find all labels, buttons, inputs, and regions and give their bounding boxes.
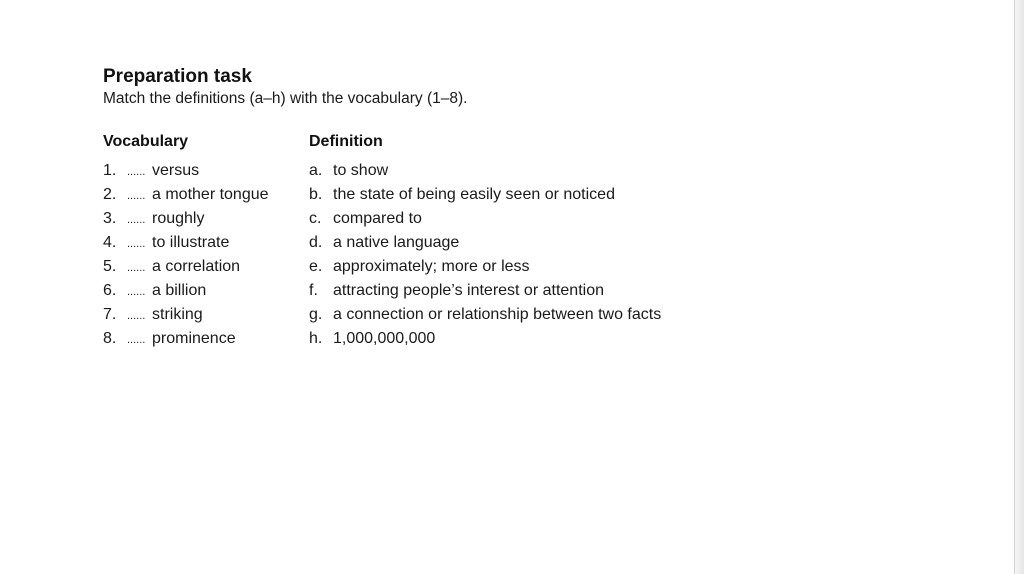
definition-heading: Definition (309, 133, 383, 150)
definition-item (309, 279, 661, 303)
vocabulary-item (103, 303, 269, 327)
answer-blank: ...... (127, 262, 146, 274)
definition-letter: b. (309, 186, 323, 203)
item-number: 8. (103, 330, 117, 347)
page-edge-shadow (1015, 0, 1024, 574)
item-number: 1. (103, 162, 117, 179)
definition-text: approximately; more or less (333, 258, 530, 275)
vocabulary-item (103, 327, 269, 351)
definition-text: the state of being easily seen or noticed (333, 186, 615, 203)
item-number: 3. (103, 210, 117, 227)
definition-list (309, 159, 661, 351)
definition-item (309, 255, 661, 279)
vocabulary-term: to illustrate (152, 234, 230, 251)
item-number: 5. (103, 258, 117, 275)
definition-item (309, 303, 661, 327)
vocabulary-item (103, 255, 269, 279)
definition-text: to show (333, 162, 389, 179)
vocabulary-item (103, 183, 269, 207)
vocabulary-item (103, 159, 269, 183)
vocabulary-item (103, 231, 269, 255)
answer-blank: ...... (127, 214, 146, 226)
answer-blank: ...... (127, 334, 146, 346)
answer-blank: ...... (127, 190, 146, 202)
definition-text: attracting people’s interest or attention (333, 282, 604, 299)
vocabulary-list (103, 159, 269, 351)
vocabulary-term: a correlation (152, 258, 241, 275)
vocabulary-heading: Vocabulary (103, 133, 189, 150)
item-number: 6. (103, 282, 117, 299)
definition-letter: g. (309, 306, 323, 323)
definition-letter: c. (309, 210, 322, 227)
vocabulary-term: striking (152, 306, 203, 323)
item-number: 7. (103, 306, 117, 323)
definition-letter: d. (309, 234, 323, 251)
definition-letter: e. (309, 258, 323, 275)
definition-text: compared to (333, 210, 422, 227)
vocabulary-item (103, 207, 269, 231)
item-number: 2. (103, 186, 117, 203)
vocabulary-item (103, 279, 269, 303)
definition-item (309, 327, 661, 351)
vocabulary-term: versus (152, 162, 200, 179)
item-number: 4. (103, 234, 117, 251)
answer-blank: ...... (127, 286, 146, 298)
definition-letter: a. (309, 162, 323, 179)
vocabulary-term: prominence (152, 330, 236, 347)
definition-item (309, 231, 661, 255)
definition-letter: h. (309, 330, 323, 347)
vocabulary-term: roughly (152, 210, 205, 227)
task-instruction: Match the definitions (a–h) with the vocabulary (1–8). (103, 90, 468, 107)
definition-item (309, 159, 661, 183)
answer-blank: ...... (127, 310, 146, 322)
vocabulary-term: a mother tongue (152, 186, 269, 203)
definition-text: a native language (333, 234, 460, 251)
definition-letter: f. (309, 282, 318, 299)
vocabulary-term: a billion (152, 282, 207, 299)
answer-blank: ...... (127, 166, 146, 178)
definition-item (309, 183, 661, 207)
answer-blank: ...... (127, 238, 146, 250)
definition-item (309, 207, 661, 231)
task-title: Preparation task (103, 66, 252, 87)
definition-text: 1,000,000,000 (333, 330, 436, 347)
definition-text: a connection or relationship between two facts (333, 306, 662, 323)
